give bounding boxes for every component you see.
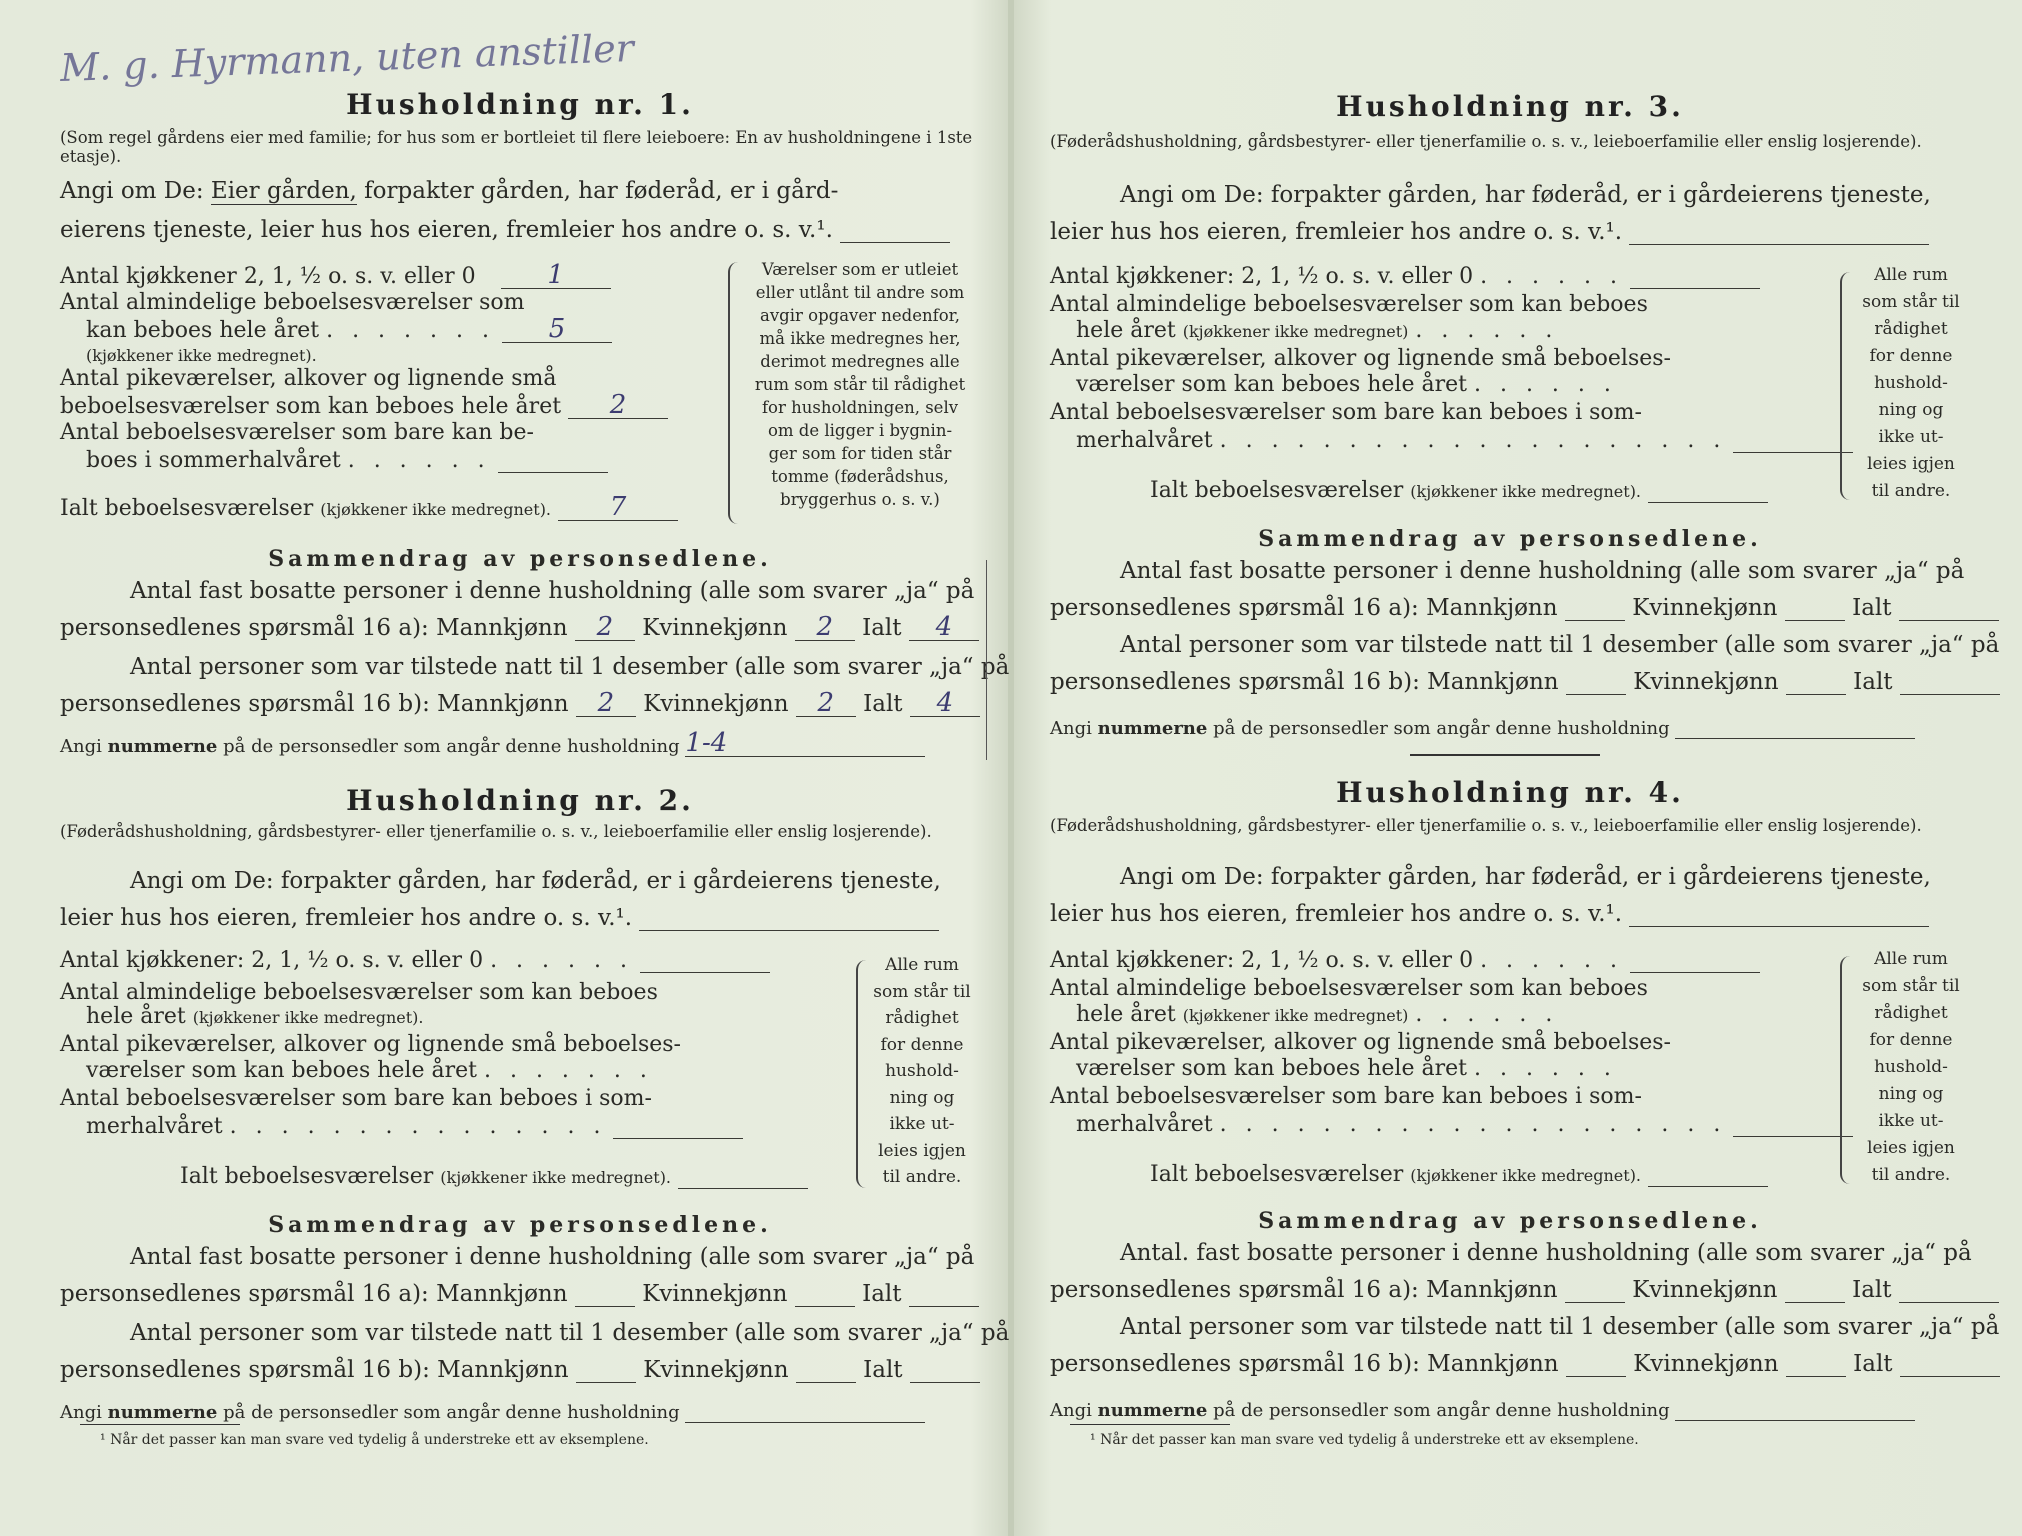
kvinne-label: Kvinnekjønn	[1633, 669, 1779, 695]
sommer-value[interactable]	[613, 1112, 743, 1139]
alm-l2: hele året	[1076, 1002, 1176, 1027]
h4-q2-l1: Antal personer som var tilstede natt til 1 desember (alle som svarer „ja“ på	[1120, 1314, 2000, 1340]
q1-mann-value[interactable]	[575, 1280, 635, 1307]
h2-nummer-row	[60, 1396, 925, 1423]
q2-l2: personsedlenes spørsmål 16 b):	[60, 691, 430, 717]
ialt-label: Ialt beboelsesværelser	[180, 1164, 434, 1189]
h1-pike-row	[60, 392, 668, 419]
kvinne-label: Kvinnekjønn	[1632, 1277, 1778, 1303]
alm-l2: hele året	[1076, 318, 1176, 343]
side-note-line: Alle rum	[1874, 949, 1948, 969]
kvinne-label: Kvinnekjønn	[1633, 1351, 1779, 1377]
alm-sub: (kjøkkener ikke medregnet)	[1182, 1006, 1409, 1025]
ialt-label: Ialt beboelsesværelser	[60, 496, 314, 521]
side-note-line: rådighet	[1874, 1003, 1948, 1023]
h2-sommer-row	[86, 1112, 743, 1139]
footnote-rule	[80, 1424, 240, 1425]
h3-sommer-row	[1076, 426, 1853, 453]
kvinne-label: Kvinnekjønn	[1632, 595, 1778, 621]
kjokkener-label: Antal kjøkkener: 2, 1, ½ o. s. v. eller 0	[1050, 264, 1474, 289]
ialt-label: Ialt	[862, 615, 902, 641]
side-brace	[1840, 956, 1852, 1184]
q1-mann-value[interactable]: 2	[575, 614, 635, 641]
side-note-line: avgir opgaver nedenfor,	[760, 306, 960, 325]
side-note-line: ger som for tiden står	[768, 444, 952, 463]
household-3-title: Husholdning nr. 3.	[1336, 90, 1684, 123]
q1-kvinne-value[interactable]: 2	[795, 614, 855, 641]
household-4-title: Husholdning nr. 4.	[1336, 776, 1684, 809]
angi-fill[interactable]	[840, 216, 950, 243]
sommer-value[interactable]	[1733, 1110, 1853, 1137]
h1-side-note	[740, 258, 980, 511]
h1-sommer-row	[86, 446, 608, 473]
side-note-line: til andre.	[882, 1167, 962, 1187]
side-note-line: ikke ut-	[1878, 1111, 1944, 1131]
h1-pike-l1: Antal pikeværelser, alkover og lignende små	[60, 366, 557, 391]
h1-q1-l1: Antal fast bosatte personer i denne husholdning (alle som svarer „ja“ på	[130, 578, 975, 604]
side-note-line: Værelser som er utleiet	[761, 260, 959, 279]
ialt-label: Ialt	[1853, 1351, 1893, 1377]
sommer-value[interactable]	[1733, 426, 1853, 453]
kvinne-label: Kvinnekjønn	[643, 1357, 789, 1383]
nummer-rest: på de personsedler som angår denne husholdning	[1213, 1400, 1670, 1421]
household-2-title: Husholdning nr. 2.	[346, 784, 694, 817]
h2-pike-l1: Antal pikeværelser, alkover og lignende små beboelses-	[60, 1032, 681, 1057]
q2-kvinne-value[interactable]	[1786, 1350, 1846, 1377]
leader-dots: . . . . . .	[1415, 318, 1559, 343]
mann-label: Mannkjønn	[1426, 595, 1558, 621]
q2-ialt-value[interactable]	[1900, 1350, 2000, 1377]
h4-sommer-l1: Antal beboelsesværelser som bare kan beboes i som-	[1050, 1084, 1642, 1109]
margin-tick	[986, 560, 987, 760]
sommer-l2: merhalvåret	[1076, 428, 1213, 453]
side-note-line: til andre.	[1871, 481, 1951, 501]
h1-almindelige-sub: (kjøkkener ikke medregnet).	[86, 346, 317, 365]
q2-l2: personsedlenes spørsmål 16 b):	[1050, 669, 1420, 695]
q1-l2: personsedlenes spørsmål 16 a):	[60, 1281, 429, 1307]
h4-summary-title: Sammendrag av personsedlene.	[1258, 1208, 1762, 1234]
side-note-line: rådighet	[885, 1008, 959, 1028]
nummer-bold: nummerne	[107, 1402, 218, 1423]
h3-alm-row	[1076, 318, 1558, 343]
side-note-line: ning og	[1878, 400, 1944, 420]
h3-alm-l1: Antal almindelige beboelsesværelser som kan beboes	[1050, 292, 1648, 317]
household-1-angi-line	[60, 178, 838, 204]
q2-kvinne-value[interactable]: 2	[796, 690, 856, 717]
household-1-angi-line-2	[60, 216, 950, 243]
mann-label: Mannkjønn	[436, 1281, 568, 1307]
leader-dots: . . . . . .	[347, 448, 491, 473]
ialt-sub: (kjøkkener ikke medregnet).	[1410, 482, 1642, 501]
h2-q1-row	[60, 1280, 979, 1307]
q2-kvinne-value[interactable]	[1786, 668, 1846, 695]
h1-almindelige-row	[86, 316, 612, 343]
h4-ialt-row	[1150, 1160, 1768, 1187]
kjokkener-label: Antal kjøkkener 2, 1, ½ o. s. v. eller 0	[60, 264, 476, 289]
h3-q2-row	[1050, 668, 2000, 695]
side-note-line: må ikke medregnes her,	[759, 329, 961, 348]
leader-dots: . . . . . .	[1480, 264, 1623, 289]
h3-pike-l1: Antal pikeværelser, alkover og lignende små beboelses-	[1050, 346, 1671, 371]
q1-l2: personsedlenes spørsmål 16 a):	[60, 615, 429, 641]
ialt-label: Ialt beboelsesværelser	[1150, 478, 1404, 503]
angi-fill[interactable]	[1629, 218, 1929, 245]
h4-pike-l1: Antal pikeværelser, alkover og lignende små beboelses-	[1050, 1030, 1671, 1055]
h3-q1-row	[1050, 594, 1999, 621]
q1-ialt-value[interactable]	[1899, 594, 1999, 621]
q2-mann-value[interactable]	[1566, 668, 1626, 695]
h2-sommer-l1: Antal beboelsesværelser som bare kan beboes i som-	[60, 1086, 652, 1111]
h3-angi-l1: Angi om De: forpakter gården, har føderåd, er i gårdeierens tjeneste,	[1120, 182, 1931, 208]
leader-dots: . . . . . .	[1480, 948, 1623, 973]
nummer-rest: på de personsedler som angår denne husholdning	[1213, 718, 1670, 739]
h2-alm-l1: Antal almindelige beboelsesværelser som kan beboes	[60, 980, 658, 1005]
angi-underlined-choice[interactable]: Eier gården,	[210, 178, 357, 204]
q1-ialt-value[interactable]	[1899, 1276, 1999, 1303]
pike-l2: værelser som kan beboes hele året	[1076, 372, 1467, 397]
footnote-left: ¹ Når det passer kan man svare ved tydelig å understreke ett av eksemplene.	[100, 1432, 649, 1448]
household-1-title: Husholdning nr. 1.	[346, 88, 694, 121]
side-note-line: som står til	[873, 981, 971, 1002]
ialt-sub: (kjøkkener ikke medregnet).	[440, 1168, 672, 1187]
nummer-rest: på de personsedler som angår denne husholdning	[223, 1402, 680, 1423]
q1-mann-value[interactable]	[1565, 1276, 1625, 1303]
h2-q1-l1: Antal fast bosatte personer i denne husholdning (alle som svarer „ja“ på	[130, 1244, 975, 1270]
mann-label: Mannkjønn	[1427, 669, 1559, 695]
h3-sommer-l1: Antal beboelsesværelser som bare kan beboes i som-	[1050, 400, 1642, 425]
sommer-l2: merhalvåret	[86, 1114, 223, 1139]
side-brace	[728, 262, 740, 524]
side-note-line: ikke ut-	[889, 1114, 955, 1134]
left-page	[59, 0, 1010, 1536]
ialt-label: Ialt beboelsesværelser	[1150, 1162, 1404, 1187]
kjokkener-value[interactable]	[1630, 946, 1760, 973]
q2-ialt-value[interactable]: 4	[910, 690, 980, 717]
leader-dots: . . . . . .	[1415, 1002, 1559, 1027]
q2-ialt-value[interactable]	[1900, 668, 2000, 695]
h2-summary-title: Sammendrag av personsedlene.	[268, 1212, 772, 1238]
side-note-line: om de ligger i bygnin-	[767, 421, 953, 440]
side-note-line: til andre.	[1871, 1165, 1951, 1185]
h1-kjokkener-row	[60, 262, 611, 289]
h2-ialt-row	[180, 1162, 808, 1189]
alm-sub: (kjøkkener ikke medregnet)	[1182, 322, 1409, 341]
pike-l2: værelser som kan beboes hele året	[1076, 1056, 1467, 1081]
h4-alm-row	[1076, 1002, 1558, 1027]
nummer-rest: på de personsedler som angår denne husholdning	[223, 736, 680, 757]
h4-nummer-row	[1050, 1394, 1915, 1421]
kvinne-label: Kvinnekjønn	[642, 615, 788, 641]
side-note-line: Alle rum	[1874, 265, 1948, 285]
page-fold	[1008, 0, 1014, 1536]
ialt-value[interactable]	[1648, 1160, 1768, 1187]
nummer-prefix: Angi	[60, 1402, 102, 1423]
nummer-prefix: Angi	[60, 736, 102, 757]
almindelige-l2: kan beboes hele året	[86, 318, 320, 343]
h4-alm-l1: Antal almindelige beboelsesværelser som kan beboes	[1050, 976, 1648, 1001]
h4-angi-l1: Angi om De: forpakter gården, har føderåd, er i gårdeierens tjeneste,	[1120, 864, 1931, 890]
nummer-bold: nummerne	[107, 736, 218, 757]
angi-line2-text: eierens tjeneste, leier hus hos eieren, fremleier hos andre o. s. v.¹.	[60, 217, 833, 243]
leader-dots: . . . . . . .	[326, 318, 495, 343]
h3-q1-l1: Antal fast bosatte personer i denne husholdning (alle som svarer „ja“ på	[1120, 558, 1965, 584]
kjokkener-value[interactable]	[640, 946, 770, 973]
ialt-label: Ialt	[1853, 669, 1893, 695]
sommer-l2: merhalvåret	[1076, 1112, 1213, 1137]
h1-ialt-row	[60, 494, 678, 521]
angi-fill[interactable]	[1629, 900, 1929, 927]
side-note-line: for husholdningen, selv	[761, 398, 959, 417]
angi-prefix: Angi om De:	[60, 178, 204, 204]
q1-kvinne-value[interactable]	[795, 1280, 855, 1307]
q1-kvinne-value[interactable]	[1785, 594, 1845, 621]
h4-q2-row	[1050, 1350, 2000, 1377]
kvinne-label: Kvinnekjønn	[643, 691, 789, 717]
side-note-line: for denne	[1869, 1030, 1953, 1050]
margin-note-handwriting: M. g. Hyrmann, uten anstiller	[59, 25, 635, 91]
pike-value[interactable]: 2	[568, 392, 668, 419]
kjokkener-label: Antal kjøkkener: 2, 1, ½ o. s. v. eller 0	[60, 948, 484, 973]
kjokkener-value[interactable]: 1	[501, 262, 611, 289]
side-note-line: hushold-	[1874, 373, 1948, 393]
household-3-note: (Føderådshusholdning, gårdsbestyrer- eller tjenerfamilie o. s. v., leieboerfamilie eller enslig losjerende).	[1050, 132, 1922, 151]
side-note-line: bryggerhus o. s. v.)	[780, 490, 940, 509]
ialt-label: Ialt	[1852, 1277, 1892, 1303]
h2-q2-row	[60, 1356, 980, 1383]
leader-dots: . . . . . .	[490, 948, 633, 973]
side-note-line: Alle rum	[885, 955, 959, 975]
h2-angi-l2-row	[60, 904, 939, 931]
q1-kvinne-value[interactable]	[1785, 1276, 1845, 1303]
side-note-line: hushold-	[885, 1061, 959, 1081]
nummer-bold: nummerne	[1097, 718, 1208, 739]
ialt-value[interactable]	[1648, 476, 1768, 503]
pike-l2: værelser som kan beboes hele året	[86, 1058, 477, 1083]
h2-q2-l1: Antal personer som var tilstede natt til 1 desember (alle som svarer „ja“ på	[130, 1320, 1010, 1346]
side-note-line: ikke ut-	[1878, 427, 1944, 447]
side-note-line: som står til	[1862, 976, 1960, 996]
ialt-label: Ialt	[863, 1357, 903, 1383]
sommer-l2: boes i sommerhalvåret	[86, 448, 341, 473]
q2-mann-value[interactable]: 2	[576, 690, 636, 717]
right-page	[1050, 0, 2000, 1536]
angi-rest: forpakter gården, har føderåd, er i gård-	[364, 178, 839, 204]
ialt-sub: (kjøkkener ikke medregnet).	[320, 500, 552, 519]
h2-pike-row	[86, 1058, 653, 1083]
h1-summary-title: Sammendrag av personsedlene.	[268, 546, 772, 572]
h3-ialt-row	[1150, 476, 1768, 503]
h3-angi-l2-row	[1050, 218, 1929, 245]
angi-fill[interactable]	[639, 904, 939, 931]
h4-angi-l2-row	[1050, 900, 1929, 927]
nummer-value[interactable]	[1675, 1394, 1915, 1421]
angi-l2: leier hus hos eieren, fremleier hos andre o. s. v.¹.	[60, 905, 633, 931]
leader-dots: . . . . . . .	[483, 1058, 653, 1083]
q2-ialt-value[interactable]	[910, 1356, 980, 1383]
nummer-prefix: Angi	[1050, 1400, 1092, 1421]
ialt-label: Ialt	[862, 1281, 902, 1307]
q2-mann-value[interactable]	[576, 1356, 636, 1383]
nummer-value[interactable]: 1-4	[685, 730, 925, 757]
q2-mann-value[interactable]	[1566, 1350, 1626, 1377]
footnote-right: ¹ Når det passer kan man svare ved tydelig å understreke ett av eksemplene.	[1090, 1432, 1639, 1448]
side-note-line: som står til	[1862, 292, 1960, 312]
ialt-value[interactable]	[678, 1162, 808, 1189]
h3-summary-title: Sammendrag av personsedlene.	[1258, 526, 1762, 552]
h2-kjokkener-row	[60, 946, 770, 973]
side-note-line: ning og	[889, 1087, 955, 1108]
side-note-line: for denne	[880, 1034, 964, 1055]
nummer-value[interactable]	[1675, 712, 1915, 739]
h1-almindelige-l1: Antal almindelige beboelsesværelser som	[60, 290, 525, 315]
section-separator	[1410, 754, 1600, 756]
q1-mann-value[interactable]	[1565, 594, 1625, 621]
alm-sub: (kjøkkener ikke medregnet).	[192, 1008, 424, 1027]
leader-dots: . . . . . .	[1473, 1056, 1617, 1081]
kjokkener-label: Antal kjøkkener: 2, 1, ½ o. s. v. eller 0	[1050, 948, 1474, 973]
h2-side-note	[872, 952, 972, 1191]
side-note-line: rum som står til rådighet	[754, 375, 966, 394]
mann-label: Mannkjønn	[437, 691, 569, 717]
h3-kjokkener-row	[1050, 262, 1760, 289]
ialt-value[interactable]: 7	[558, 494, 678, 521]
side-note-line: eller utlånt til andre som	[755, 283, 965, 302]
side-note-line: leies igjen	[1867, 454, 1955, 474]
household-1-note: (Som regel gårdens eier med familie; for hus som er bortleiet til flere leieboere: En av husholdningene i 1ste etasje).	[60, 128, 973, 166]
nummer-prefix: Angi	[1050, 718, 1092, 739]
leader-dots: . . . . . . . . . . . . . . .	[229, 1114, 607, 1139]
sommer-value[interactable]	[498, 446, 608, 473]
q2-l2: personsedlenes spørsmål 16 b):	[60, 1357, 430, 1383]
leader-dots: . . . . . . . . . . . . . . . . . . . .	[1219, 1112, 1727, 1137]
h4-q1-row	[1050, 1276, 1999, 1303]
side-note-line: rådighet	[1874, 319, 1948, 339]
side-note-line: leies igjen	[1867, 1138, 1955, 1158]
q2-l2: personsedlenes spørsmål 16 b):	[1050, 1351, 1420, 1377]
h4-side-note	[1856, 946, 1966, 1189]
h4-kjokkener-row	[1050, 946, 1760, 973]
mann-label: Mannkjønn	[436, 615, 568, 641]
leader-dots: . . . . . . . . . . . . . . . . . . . .	[1219, 428, 1727, 453]
side-note-line: ning og	[1878, 1084, 1944, 1104]
h4-sommer-row	[1076, 1110, 1853, 1137]
h1-q1-row	[60, 614, 979, 641]
angi-l2: leier hus hos eieren, fremleier hos andre o. s. v.¹.	[1050, 219, 1623, 245]
mann-label: Mannkjønn	[1426, 1277, 1558, 1303]
h1-q2-l1: Antal personer som var tilstede natt til 1 desember (alle som svarer „ja“ på	[130, 654, 1010, 680]
kvinne-label: Kvinnekjønn	[642, 1281, 788, 1307]
h1-sommer-l1: Antal beboelsesværelser som bare kan be-	[60, 420, 534, 445]
angi-l2: leier hus hos eieren, fremleier hos andre o. s. v.¹.	[1050, 901, 1623, 927]
household-4-note: (Føderådshusholdning, gårdsbestyrer- eller tjenerfamilie o. s. v., leieboerfamilie eller enslig losjerende).	[1050, 816, 1922, 835]
pike-l2: beboelsesværelser som kan beboes hele året	[60, 394, 562, 419]
h3-q2-l1: Antal personer som var tilstede natt til 1 desember (alle som svarer „ja“ på	[1120, 632, 2000, 658]
alm-l2: hele året	[86, 1004, 186, 1029]
side-note-line: hushold-	[1874, 1057, 1948, 1077]
ialt-label: Ialt	[1852, 595, 1892, 621]
h3-side-note	[1856, 262, 1966, 505]
ialt-label: Ialt	[863, 691, 903, 717]
ialt-sub: (kjøkkener ikke medregnet).	[1410, 1166, 1642, 1185]
nummer-bold: nummerne	[1097, 1400, 1208, 1421]
q2-kvinne-value[interactable]	[796, 1356, 856, 1383]
side-note-line: leies igjen	[878, 1140, 966, 1161]
side-note-line: tomme (føderådshus,	[771, 467, 949, 486]
q1-ialt-value[interactable]: 4	[909, 614, 979, 641]
side-note-line: for denne	[1869, 346, 1953, 366]
footnote-rule	[1070, 1424, 1230, 1425]
side-brace	[1840, 272, 1852, 500]
h3-nummer-row	[1050, 712, 1915, 739]
q1-l2: personsedlenes spørsmål 16 a):	[1050, 595, 1419, 621]
side-brace	[856, 960, 868, 1188]
h4-pike-row	[1076, 1056, 1617, 1081]
h1-nummer-row	[60, 730, 925, 757]
h2-alm-row	[86, 1004, 423, 1029]
h4-q1-l1: Antal. fast bosatte personer i denne husholdning (alle som svarer „ja“ på	[1120, 1240, 1972, 1266]
side-note-line: derimot medregnes alle	[760, 352, 960, 371]
h1-q2-row	[60, 690, 980, 717]
almindelige-value[interactable]: 5	[502, 316, 612, 343]
mann-label: Mannkjønn	[437, 1357, 569, 1383]
nummer-value[interactable]	[685, 1396, 925, 1423]
household-2-note: (Føderådshusholdning, gårdsbestyrer- eller tjenerfamilie o. s. v., leieboerfamilie eller enslig losjerende).	[60, 822, 932, 841]
h2-angi-l1: Angi om De: forpakter gården, har føderåd, er i gårdeierens tjeneste,	[130, 868, 941, 894]
q1-ialt-value[interactable]	[909, 1280, 979, 1307]
leader-dots: . . . . . .	[1473, 372, 1617, 397]
mann-label: Mannkjønn	[1427, 1351, 1559, 1377]
q1-l2: personsedlenes spørsmål 16 a):	[1050, 1277, 1419, 1303]
h3-pike-row	[1076, 372, 1617, 397]
kjokkener-value[interactable]	[1630, 262, 1760, 289]
